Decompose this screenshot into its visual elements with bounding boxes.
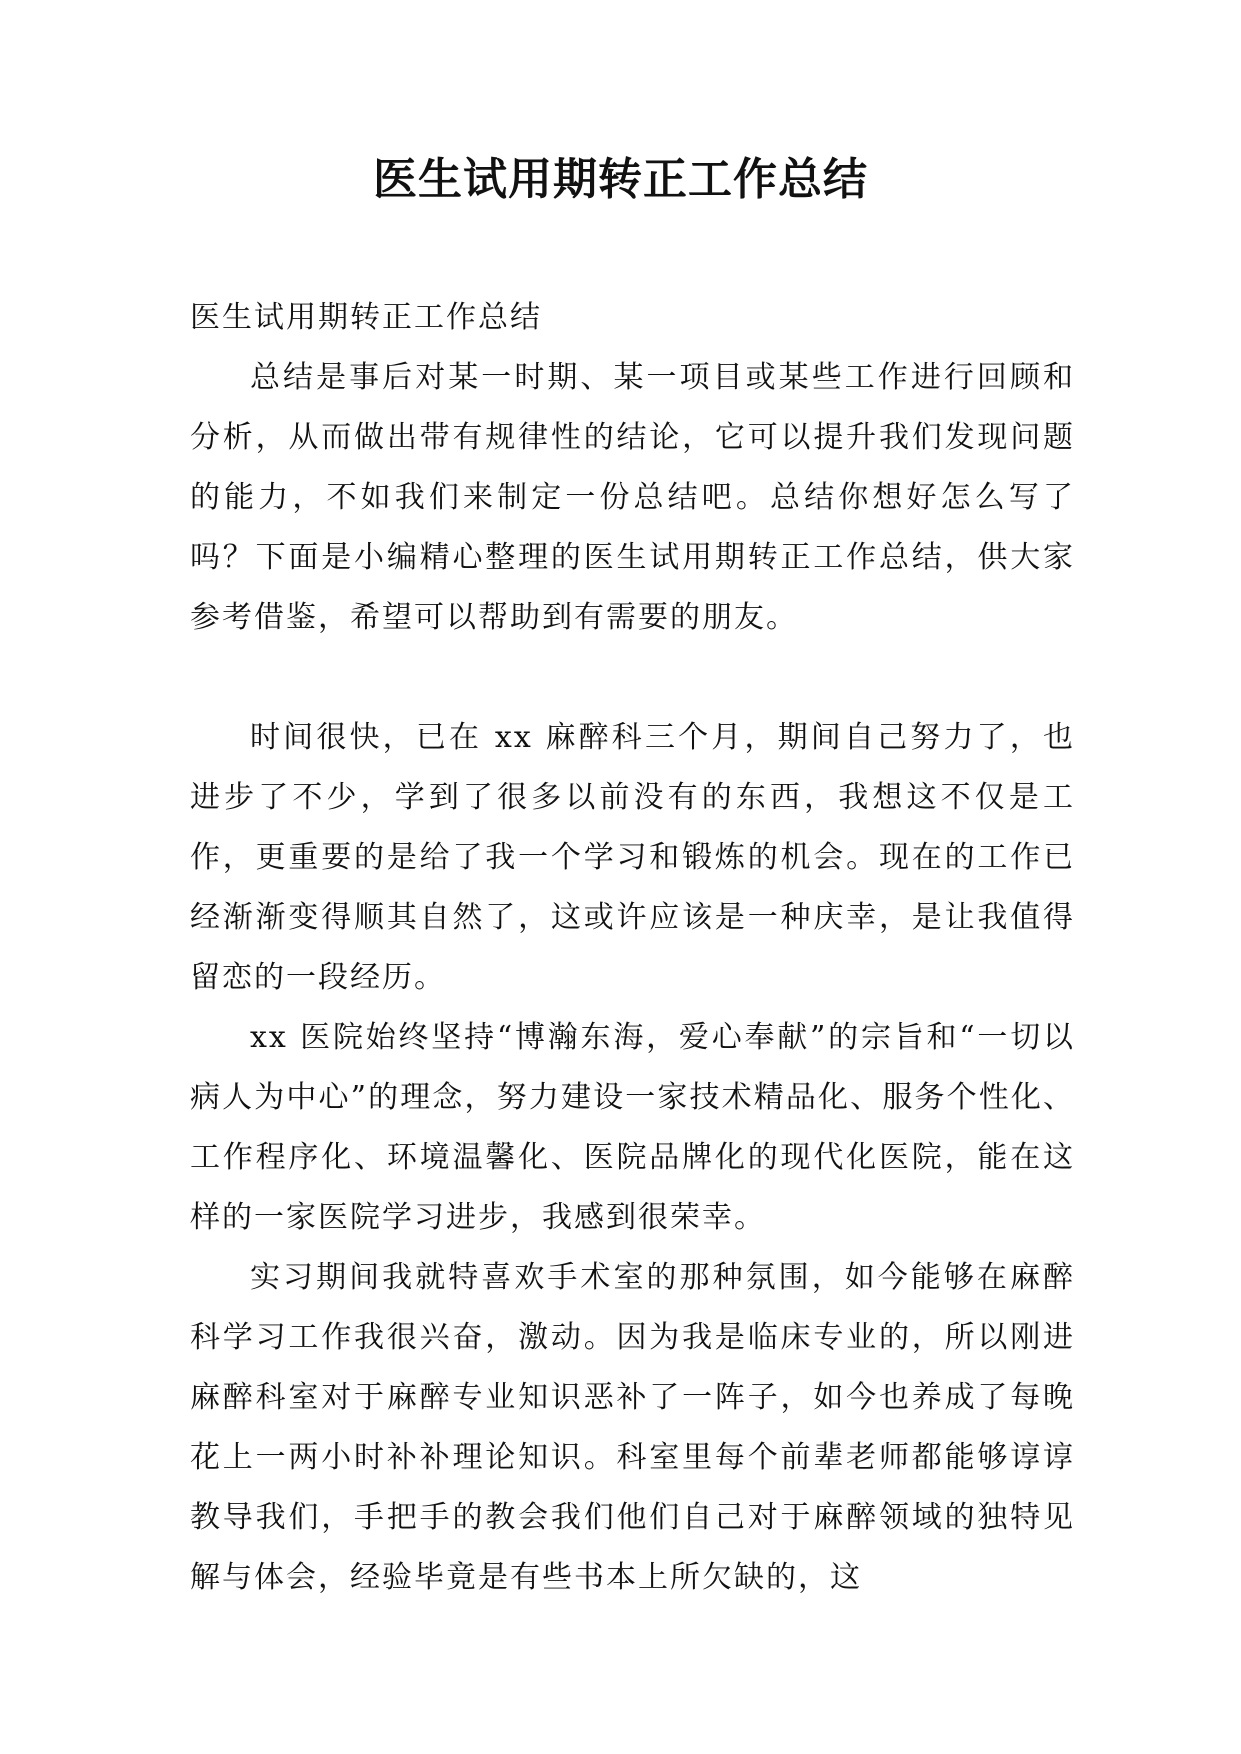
document-body [190, 288, 1075, 1608]
paragraph-time: 时间很快，已在 xx 麻醉科三个月，期间自己努力了，也进步了不少，学到了很多以前没有的东西，我想这不仅是工作，更重要的是给了我一个学习和锻炼的机会。现在的工作已经渐渐变得顺其自然了，这或许应该是一种庆幸，是让我值得留恋的一段经历。 [190, 720, 1075, 995]
paragraph-internship: 实习期间我就特喜欢手术室的那种氛围，如今能够在麻醉科学习工作我很兴奋，激动。因为我是临床专业的，所以刚进麻醉科室对于麻醉专业知识恶补了一阵子，如今也养成了每晚花上一两小时补补理论知识。科室里每个前辈老师都能够谆谆教导我们，手把手的教会我们他们自己对于麻醉领域的独特见解与体会，经验毕竟是有些书本上所欠缺的，这 [190, 1260, 1075, 1595]
paragraph-hospital: xx 医院始终坚持“博瀚东海，爱心奉献”的宗旨和“一切以病人为中心”的理念，努力建设一家技术精品化、服务个性化、工作程序化、环境温馨化、医院品牌化的现代化医院，能在这样的一家医院学习进步，我感到很荣幸。 [190, 1020, 1075, 1235]
document-title: 医生试用期转正工作总结 [373, 154, 868, 205]
document-subtitle: 医生试用期转正工作总结 [190, 300, 542, 335]
paragraph-intro: 总结是事后对某一时期、某一项目或某些工作进行回顾和分析，从而做出带有规律性的结论，它可以提升我们发现问题的能力，不如我们来制定一份总结吧。总结你想好怎么写了吗？下面是小编精心整理的医生试用期转正工作总结，供大家参考借鉴，希望可以帮助到有需要的朋友。 [190, 360, 1075, 635]
paragraph-spacer [190, 648, 1075, 708]
